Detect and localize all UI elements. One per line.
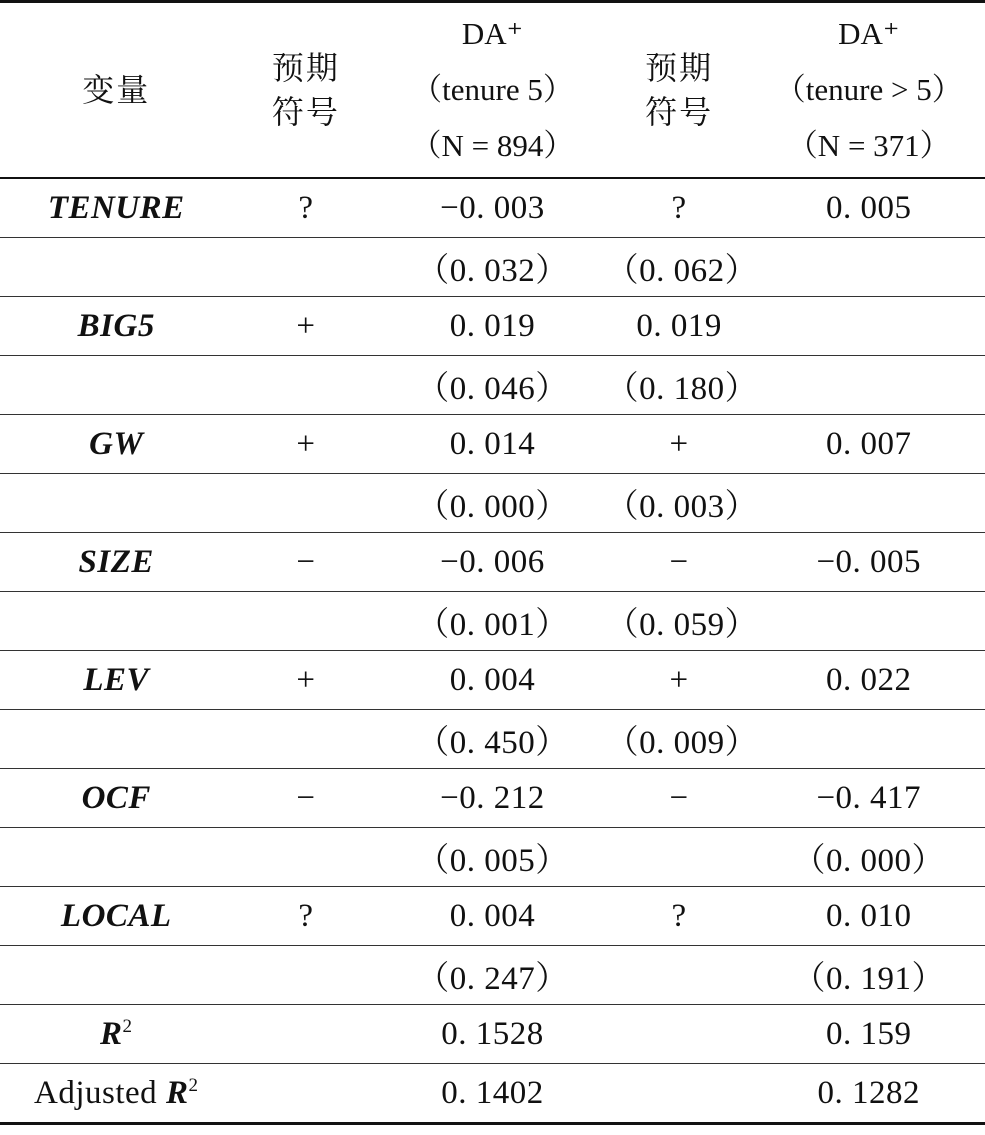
variable-cell: TENURE (0, 178, 232, 238)
value-cell: −0. 005 (753, 533, 985, 592)
table-row (0, 178, 985, 238)
value-cell: （0. 032） (379, 238, 605, 297)
variable-cell (0, 946, 232, 1005)
table-row (0, 533, 985, 592)
r-squared-value-2: 0. 159 (753, 1005, 985, 1064)
sign-cell: ? (606, 887, 753, 946)
sign-cell: − (606, 533, 753, 592)
value-cell (753, 710, 985, 769)
table-row (0, 415, 985, 474)
value-cell (753, 592, 985, 651)
sign-cell (232, 592, 379, 651)
variable-cell (0, 710, 232, 769)
value-cell: （0. 009） (606, 710, 753, 769)
variable-cell: GW (0, 415, 232, 474)
variable-cell (0, 356, 232, 415)
adjusted-r-squared-label: Adjusted $R^2$ (0, 1064, 232, 1124)
sign-cell: + (606, 651, 753, 710)
table-row (0, 887, 985, 946)
value-cell: （0. 062） (606, 238, 753, 297)
r-squared-label: $R^2$ (0, 1005, 232, 1064)
sign-cell (232, 710, 379, 769)
table-header-row (0, 2, 985, 179)
value-cell: 0. 007 (753, 415, 985, 474)
table-row (0, 592, 985, 651)
table-row (0, 828, 985, 887)
value-cell: −0. 417 (753, 769, 985, 828)
value-cell: −0. 003 (379, 178, 605, 238)
sign-cell: + (606, 415, 753, 474)
value-cell: −0. 212 (379, 769, 605, 828)
value-cell: （0. 000） (379, 474, 605, 533)
value-cell: （0. 003） (606, 474, 753, 533)
adjusted-r-squared-value-2: 0. 1282 (753, 1064, 985, 1124)
variable-cell: LEV (0, 651, 232, 710)
sign-cell (606, 1005, 753, 1064)
table-row (0, 769, 985, 828)
value-cell: （0. 059） (606, 592, 753, 651)
sign-cell: + (232, 651, 379, 710)
value-cell (753, 297, 985, 356)
sign-cell (232, 946, 379, 1005)
adjusted-r-squared-value-1: 0. 1402 (379, 1064, 605, 1124)
variable-cell: LOCAL (0, 887, 232, 946)
variable-cell (0, 828, 232, 887)
table-row (0, 356, 985, 415)
value-cell: 0. 022 (753, 651, 985, 710)
sign-cell: ? (606, 178, 753, 238)
table-row (0, 710, 985, 769)
value-cell: （0. 000） (753, 828, 985, 887)
adjusted-r-squared-row (0, 1064, 985, 1124)
sign-cell: − (232, 533, 379, 592)
variable-cell: SIZE (0, 533, 232, 592)
sign-cell (232, 1005, 379, 1064)
sign-cell (232, 1064, 379, 1124)
header-expected-sign-2: 预期 符号 (606, 2, 753, 179)
value-cell: （0. 005） (379, 828, 605, 887)
value-cell: 0. 019 (606, 297, 753, 356)
variable-cell (0, 238, 232, 297)
sign-cell (232, 238, 379, 297)
value-cell: （0. 180） (606, 356, 753, 415)
value-cell: 0. 004 (379, 651, 605, 710)
header-expected-sign-1: 预期 符号 (232, 2, 379, 179)
variable-cell (0, 474, 232, 533)
sign-cell (606, 1064, 753, 1124)
table-row (0, 297, 985, 356)
sign-cell: + (232, 415, 379, 474)
value-cell: （0. 247） (379, 946, 605, 1005)
sign-cell (232, 356, 379, 415)
value-cell: −0. 006 (379, 533, 605, 592)
value-cell: （0. 191） (753, 946, 985, 1005)
value-cell (606, 946, 753, 1005)
value-cell: （0. 001） (379, 592, 605, 651)
sign-cell: − (232, 769, 379, 828)
sign-cell: − (606, 769, 753, 828)
value-cell: （0. 450） (379, 710, 605, 769)
sign-cell: ? (232, 178, 379, 238)
value-cell (753, 238, 985, 297)
sign-cell (232, 828, 379, 887)
table-row (0, 946, 985, 1005)
header-model-1: DA⁺ （tenure 5） （N = 894） (379, 2, 605, 179)
value-cell: （0. 046） (379, 356, 605, 415)
r-squared-row (0, 1005, 985, 1064)
table-row (0, 238, 985, 297)
variable-cell: OCF (0, 769, 232, 828)
r-squared-value-1: 0. 1528 (379, 1005, 605, 1064)
value-cell (753, 474, 985, 533)
variable-cell: BIG5 (0, 297, 232, 356)
table-row (0, 474, 985, 533)
sign-cell: ? (232, 887, 379, 946)
table-row (0, 651, 985, 710)
sign-cell (232, 474, 379, 533)
value-cell (606, 828, 753, 887)
value-cell: 0. 004 (379, 887, 605, 946)
variable-cell (0, 592, 232, 651)
value-cell: 0. 005 (753, 178, 985, 238)
value-cell: 0. 014 (379, 415, 605, 474)
sign-cell: + (232, 297, 379, 356)
value-cell: 0. 010 (753, 887, 985, 946)
header-variable: 变量 (0, 2, 232, 179)
header-model-2: DA⁺ （tenure > 5） （N = 371） (753, 2, 985, 179)
value-cell (753, 356, 985, 415)
value-cell: 0. 019 (379, 297, 605, 356)
